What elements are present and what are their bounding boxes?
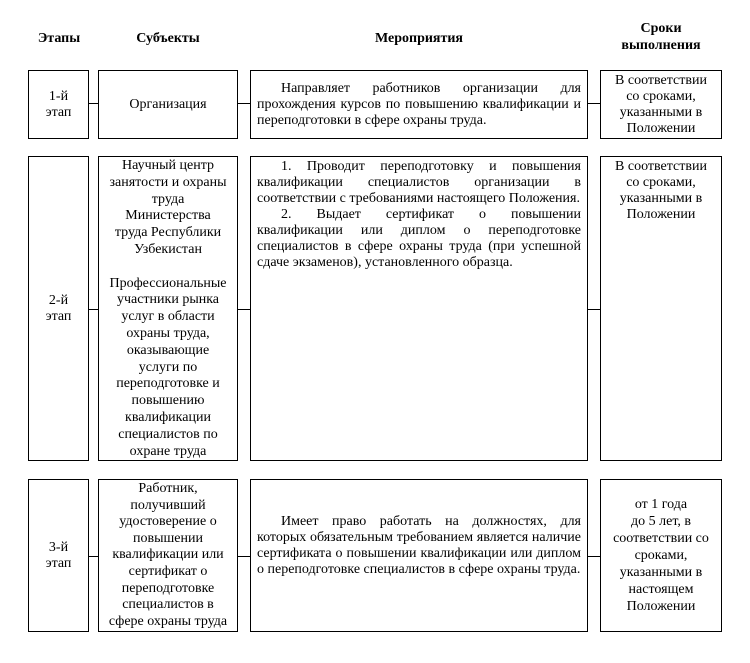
row2-subject-line: оказывающие: [126, 342, 210, 358]
row1-term-line: Положении: [626, 121, 696, 136]
row3-term-line: указанными в: [619, 565, 703, 580]
row2-term-line: В соответствии: [615, 159, 707, 174]
row3-term-line: до 5 лет, в: [631, 514, 691, 529]
row1-term-line: со сроками,: [626, 89, 696, 104]
row3-subject-line: получивший: [130, 497, 206, 513]
row2-term-line: Положении: [626, 207, 696, 222]
row2-stage-number: 2-й: [48, 292, 69, 308]
row3-subject-line: квалификации или: [112, 547, 224, 563]
row2-subject-line: труда Республики: [114, 225, 222, 241]
row3-stage-box: [28, 479, 89, 632]
row2-term-line: со сроками,: [626, 175, 696, 190]
row3-stage-number: 3-й: [48, 539, 69, 555]
header-terms: [600, 20, 722, 54]
row3-subject-line: переподготовке: [121, 580, 215, 596]
row2-connector-b: [238, 309, 250, 310]
row2-subject-spacer: [103, 259, 233, 276]
row2-subject-line: услуг в области: [121, 309, 215, 325]
row3-activity-box: [250, 479, 588, 632]
row3-term-line: соответствии со: [613, 531, 709, 546]
row2-subject-line: участники рынка: [116, 292, 220, 308]
row2-subject-line: охране труда: [129, 443, 207, 459]
row1-connector-b: [238, 103, 250, 104]
row2-connector-c: [588, 309, 600, 310]
header-subjects: Субъекты: [136, 31, 200, 46]
header-stages: Этапы: [37, 31, 81, 46]
row2-subject-line: охраны труда,: [126, 325, 210, 341]
row2-subject-line: переподготовке и: [116, 376, 220, 392]
header-activities: Мероприятия: [374, 31, 464, 46]
row2-activity-item-2: 2. Выдает сертификат о повышении квалификации или диплом о переподготовке специалистов в сфере охраны труда (при успешной сдаче экзаменов), установленного образца.: [257, 207, 581, 270]
row2-stage-label: этап: [45, 308, 72, 324]
row2-stage-box: [28, 156, 89, 461]
row3-subject-line: сфере охраны труда: [108, 613, 228, 629]
row3-term-line: от 1 года: [634, 497, 688, 512]
row1-subject-box: [98, 70, 238, 139]
row2-activity-box: [250, 156, 588, 461]
row3-connector-a: [89, 556, 98, 557]
row2-subject-line: услуги по: [138, 359, 198, 375]
row2-connector-a: [89, 309, 98, 310]
row3-subject-box: [98, 479, 238, 632]
row1-term-box: [600, 70, 722, 139]
row2-subject-line: Научный центр: [121, 158, 215, 173]
row3-connector-c: [588, 556, 600, 557]
row1-stage-label: этап: [45, 104, 72, 120]
row2-subject-line: специалистов по: [118, 426, 218, 442]
row2-subject-line: квалификации: [125, 409, 211, 425]
row3-subject-line: сертификат о: [128, 563, 208, 579]
row2-subject-line: Министерства: [125, 208, 211, 224]
row1-activity-text: Направляет работников организации для прохождения курсов по повышению квалификации и переподготовки в сфере охраны труда.: [257, 81, 581, 128]
row2-subject-line: Узбекистан: [134, 241, 202, 257]
row3-connector-b: [238, 556, 250, 557]
row1-term-line: В соответствии: [615, 73, 707, 88]
row3-subject-line: удостоверение о: [119, 514, 217, 530]
row2-subject-line: занятости и охраны: [109, 174, 227, 190]
row2-term-box: [600, 156, 722, 461]
row1-connector-a: [89, 103, 98, 104]
row1-activity-box: [250, 70, 588, 139]
row3-term-line: Положении: [626, 599, 696, 614]
row1-stage-box: [28, 70, 89, 139]
header-terms-line2: выполнения: [621, 38, 701, 53]
row3-subject-line: Работник,: [138, 481, 198, 496]
row3-activity-text: Имеет право работать на должностях, для которых обязательным требованием является наличие сертификата о повышении квалификации или диплом о переподготовке специалистов в сфере охраны труда.: [257, 514, 581, 577]
row3-stage-label: этап: [45, 555, 72, 571]
row3-term-box: [600, 479, 722, 632]
row1-term-line: указанными в: [619, 105, 703, 120]
row1-subject-text: Организация: [129, 96, 207, 112]
row3-subject-line: повышении: [133, 530, 203, 546]
row1-connector-c: [588, 103, 600, 104]
row3-term-line: сроками,: [634, 548, 688, 563]
row2-subject-line: Профессиональные: [109, 275, 227, 291]
row2-term-line: указанными в: [619, 191, 703, 206]
header-terms-line1: Сроки: [640, 21, 682, 36]
row2-activity-item-1: 1. Проводит переподготовку и повышения квалификации специалистов организации в соответствии с требованиями настоящего Положения.: [257, 159, 581, 206]
row2-subject-line: труда: [151, 191, 185, 207]
row3-term-line: настоящем: [628, 582, 694, 597]
row2-subject-box: [98, 156, 238, 461]
row2-subject-line: повышению: [131, 393, 205, 409]
row3-subject-line: специалистов в: [122, 597, 214, 613]
row1-stage-number: 1-й: [48, 88, 69, 104]
